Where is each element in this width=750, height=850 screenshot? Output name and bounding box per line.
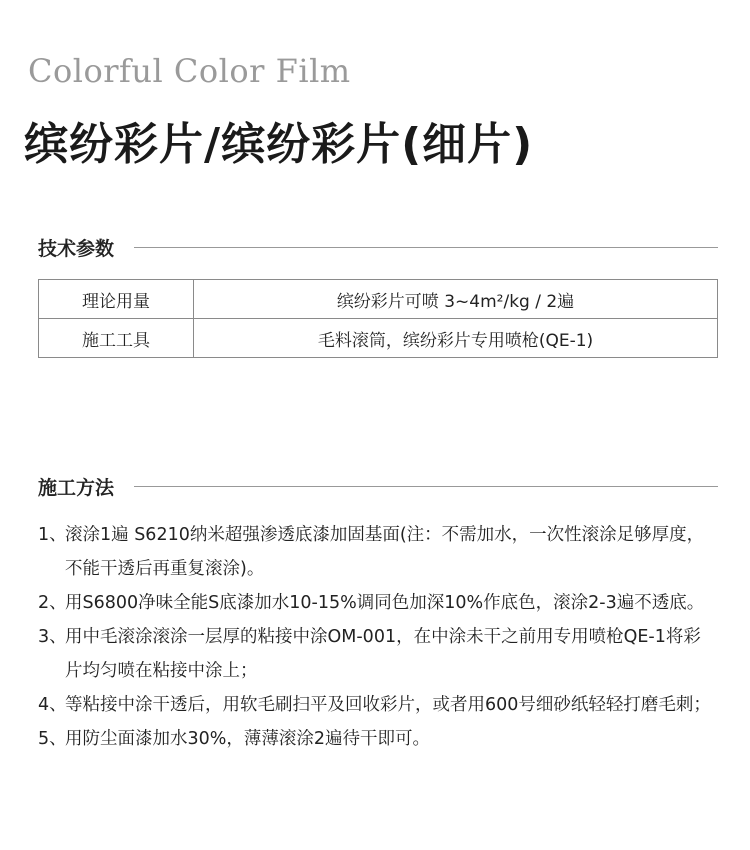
section-divider — [134, 486, 718, 487]
step-text: 用S6800净味全能S底漆加水10-15%调同色加深10%作底色，滚涂2-3遍不透底。 — [65, 593, 705, 613]
step-text: 用防尘面漆加水30%，薄薄滚涂2遍待干即可。 — [65, 729, 431, 749]
table-row — [39, 280, 718, 319]
step-text: 用中毛滚涂滚涂一层厚的粘接中涂OM-001，在中涂未干之前用专用喷枪QE-1将彩片均匀喷在粘接中涂上； — [65, 627, 701, 681]
spec-value: 缤纷彩片可喷 3~4m²/kg / 2遍 — [194, 280, 718, 319]
step-number: 2、 — [38, 593, 67, 613]
list-item — [38, 620, 718, 688]
step-number: 4、 — [38, 695, 67, 715]
method-section-header — [38, 471, 718, 501]
table-row — [39, 319, 718, 358]
list-item — [38, 586, 718, 620]
step-text: 等粘接中涂干透后，用软毛刷扫平及回收彩片，或者用600号细砂纸轻轻打磨毛刺； — [65, 695, 711, 715]
specs-section-header — [38, 232, 718, 262]
list-item — [38, 722, 718, 756]
section-divider — [134, 247, 718, 248]
method-heading: 施工方法 — [38, 476, 115, 499]
list-item — [38, 518, 718, 586]
list-item — [38, 688, 718, 722]
spec-key: 理论用量 — [39, 280, 194, 319]
step-number: 3、 — [38, 627, 67, 647]
step-number: 5、 — [38, 729, 67, 749]
spec-table — [38, 279, 718, 358]
page-title: 缤纷彩片/缤纷彩片(细片) — [24, 119, 534, 170]
step-number: 1、 — [38, 525, 67, 545]
step-text: 滚涂1遍 S6210纳米超强渗透底漆加固基面(注：不需加水，一次性滚涂足够厚度，不能干透后再重复滚涂)。 — [65, 525, 705, 579]
method-steps — [38, 518, 718, 756]
spec-value: 毛料滚筒，缤纷彩片专用喷枪(QE-1) — [194, 319, 718, 358]
spec-key: 施工工具 — [39, 319, 194, 358]
specs-heading: 技术参数 — [38, 237, 115, 260]
english-subtitle: Colorful Color Film — [28, 52, 351, 90]
